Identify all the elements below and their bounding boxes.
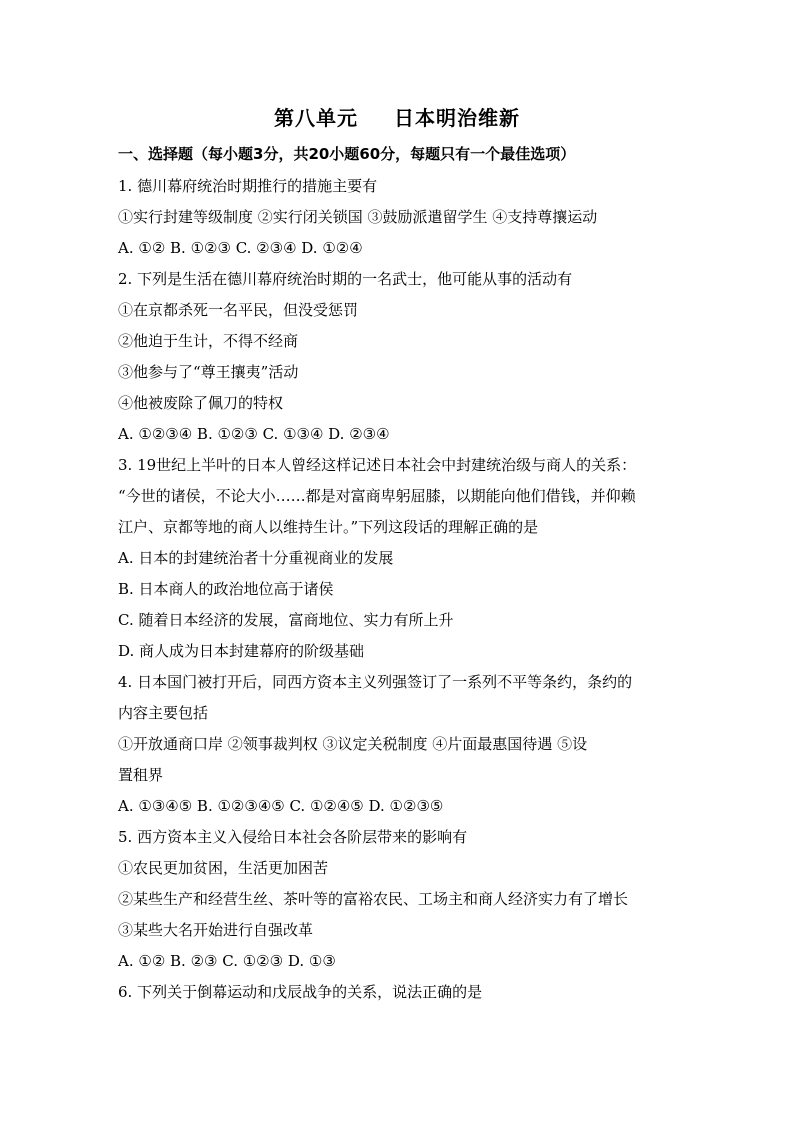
question-lines [118, 171, 678, 1008]
text-line: “今世的诸侯，不论大小……都是对富商卑躬屈膝，以期能向他们借钱，并仰赖 [118, 487, 636, 505]
text-line: ③他参与了“尊王攘夷”活动 [118, 363, 299, 381]
text-line: A. ①②③④ B. ①②③ C. ①③④ D. ②③④ [118, 425, 390, 443]
text-line: 6. 下列关于倒幕运动和戊辰战争的关系，说法正确的是 [118, 983, 483, 1001]
text-line: B. 日本商人的政治地位高于诸侯 [118, 580, 334, 598]
text-line: ①农民更加贫困，生活更加困苦 [118, 859, 329, 877]
title-topic: 日本明治维新 [394, 106, 520, 130]
page-title [0, 102, 794, 131]
text-line: ②他迫于生计，不得不经商 [118, 332, 299, 350]
text-line: 江户、京都等地的商人以维持生计。”下列这段话的理解正确的是 [118, 518, 539, 536]
text-line: 内容主要包括 [118, 704, 209, 722]
text-line: A. ①② B. ①②③ C. ②③④ D. ①②④ [118, 239, 363, 257]
text-line: 5. 西方资本主义入侵给日本社会各阶层带来的影响有 [118, 828, 468, 846]
text-line: A. ①② B. ②③ C. ①②③ D. ①③ [118, 952, 336, 970]
text-line: 4. 日本国门被打开后，同西方资本主义列强签订了一系列不平等条约，条约的 [118, 673, 633, 691]
text-line: C. 随着日本经济的发展，富商地位、实力有所上升 [118, 611, 454, 629]
text-line: A. 日本的封建统治者十分重视商业的发展 [118, 549, 394, 567]
text-line: 1. 德川幕府统治时期推行的措施主要有 [118, 177, 378, 195]
text-line: 3. 19世纪上半叶的日本人曾经这样记述日本社会中封建统治级与商人的关系： [118, 456, 637, 474]
text-line: ②某些生产和经营生丝、茶叶等的富裕农民、工场主和商人经济实力有了增长 [118, 890, 629, 908]
text-line: 置租界 [118, 766, 164, 784]
text-line: ①开放通商口岸 ②领事裁判权 ③议定关税制度 ④片面最惠国待遇 ⑤设 [118, 735, 588, 753]
title-unit: 第八单元 [274, 106, 358, 130]
text-line: A. ①③④⑤ B. ①②③④⑤ C. ①②④⑤ D. ①②③⑤ [118, 797, 444, 815]
text-line: 2. 下列是生活在德川幕府统治时期的一名武士，他可能从事的活动有 [118, 270, 573, 288]
text-line: ①在京都杀死一名平民，但没受惩罚 [118, 301, 359, 319]
text-line: D. 商人成为日本封建幕府的阶级基础 [118, 642, 365, 660]
text-line: ③某些大名开始进行自强改革 [118, 921, 314, 939]
section-heading: 一、选择题（每小题3分，共20小题60分，每题只有一个最佳选项） [118, 145, 576, 163]
text-line: ④他被废除了佩刀的特权 [118, 394, 284, 412]
text-line: ①实行封建等级制度 ②实行闭关锁国 ③鼓励派遣留学生 ④支持尊攘运动 [118, 208, 598, 226]
